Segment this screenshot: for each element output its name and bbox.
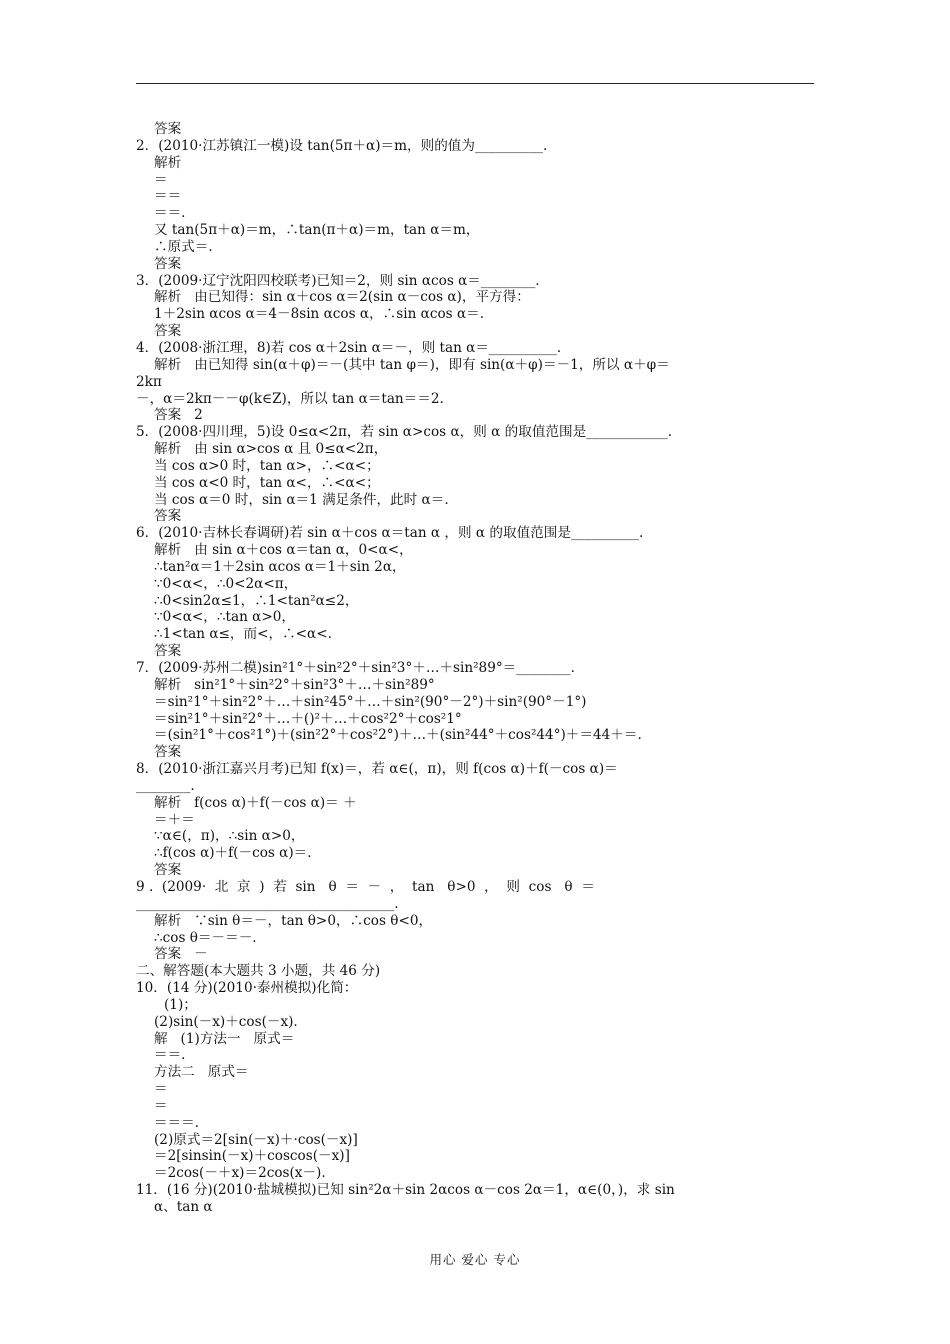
page-footer: 用心 爱心 专心 — [429, 1252, 521, 1267]
text-line: (2)sin(－x)＋cos(－x). — [154, 1013, 298, 1030]
text-line: 答案 — [154, 643, 182, 660]
text-line: ＝2cos(－＋x)＝2cos(x－). — [154, 1165, 326, 1182]
text-line: 解析 ∵sin θ＝－，tan θ>0，∴cos θ<0， — [154, 912, 433, 929]
text-line: ∴tan²α＝1＋2sin αcos α＝1＋sin 2α， — [154, 558, 406, 575]
text-line: (2)原式＝2[sin(－x)＋·cos(－x)] — [154, 1131, 358, 1148]
text-line: 2．(2010·江苏镇江一模)设 tan(5π＋α)＝m，则的值为__________. — [136, 137, 548, 154]
document-body — [136, 121, 820, 1216]
text-line: 答案 — [154, 121, 182, 137]
header-rule — [136, 83, 814, 84]
text-line: ∴1<tan α≤，而<，∴<α<. — [154, 626, 332, 643]
text-line: 当 cos α<0 时，tan α<，∴<α<； — [154, 474, 380, 491]
text-line: ＝ — [154, 171, 168, 188]
text-line: 解析 — [154, 154, 182, 171]
text-line: ＝sin²1°＋sin²2°＋…＋sin²45°＋…＋sin²(90°－2°)＋sin²(90°－1°) — [154, 693, 587, 710]
text-line: ＝＝. — [154, 1047, 186, 1064]
text-line: 当 cos α＝0 时，sin α＝1 满足条件，此时 α＝. — [154, 491, 449, 508]
text-line: 5．(2008·四川理，5)设 0≤α<2π，若 sin α>cos α，则 α 的取值范围是____________. — [136, 424, 673, 441]
text-line: 11．(16 分)(2010·盐城模拟)已知 sin²2α＋sin 2αcos α－cos 2α＝1，α∈(0，)，求 sin — [136, 1182, 675, 1199]
text-line: 1＋2sin αcos α＝4－8sin αcos α，∴sin αcos α＝. — [154, 306, 485, 323]
text-line: ＝＝ — [154, 188, 182, 205]
text-line: ＝2[sinsin(－x)＋coscos(－x)] — [154, 1148, 350, 1165]
text-line: 二、解答题(本大题共 3 小题，共 46 分) — [136, 963, 381, 980]
text-line: 当 cos α>0 时，tan α>，∴<α<； — [154, 457, 380, 474]
text-line: 答案 2 — [154, 407, 203, 424]
text-line: 答案 — [154, 862, 182, 879]
text-line: 答案 — [154, 508, 182, 525]
text-line: 解析 由已知得 sin(α＋φ)＝－(其中 tan φ＝)，即有 sin(α＋φ)＝－1，所以 α＋φ＝ — [154, 356, 670, 373]
text-line: －，α＝2kπ－－φ(k∈Z)，所以 tan α＝tan＝＝2. — [136, 390, 444, 407]
text-line: 解 (1)方法一 原式＝ — [154, 1030, 295, 1047]
text-line: ＝ — [154, 1097, 168, 1114]
text-line: (1)； — [164, 996, 197, 1013]
text-line: ∴原式＝. — [154, 238, 213, 255]
text-line: ＝＋＝ — [154, 811, 195, 828]
text-line: 解析 由 sin α＋cos α＝tan α，0<α<， — [154, 542, 413, 559]
text-line: 解析 由已知得：sin α＋cos α＝2(sin α－cos α)，平方得： — [154, 289, 530, 306]
text-line: 答案 — [154, 255, 182, 272]
text-line: ∵0<α<，∴0<2α<π， — [154, 575, 298, 592]
text-line: 3．(2009·辽宁沈阳四校联考)已知＝2，则 sin αcos α＝________. — [136, 272, 540, 289]
text-line: 解析 f(cos α)＋f(－cos α)＝ ＋ — [154, 794, 357, 811]
text-line: 解析 sin²1°＋sin²2°＋sin²3°＋…＋sin²89° — [154, 676, 435, 693]
text-line: ＝sin²1°＋sin²2°＋…＋()²＋…＋cos²2°＋cos²1° — [154, 710, 462, 727]
text-line: ＝(sin²1°＋cos²1°)＋(sin²2°＋cos²2°)＋…＋(sin²44°＋cos²44°)＋＝44＋＝. — [154, 727, 642, 744]
text-line: 答案 － — [154, 946, 208, 963]
text-line: 9 . (2009· 北 京 ) 若 sin θ ＝ － ， tan θ>0 ， 则 cos θ ＝ — [136, 878, 595, 895]
text-line: 解析 由 sin α>cos α 且 0≤α<2π， — [154, 441, 388, 458]
text-line: 答案 — [154, 323, 182, 340]
text-line: ∴cos θ＝－＝－. — [154, 929, 257, 946]
text-line: 8．(2010·浙江嘉兴月考)已知 f(x)＝，若 α∈(，π)，则 f(cos α)＋f(－cos α)＝ — [136, 761, 618, 778]
text-line: 7．(2009·苏州二模)sin²1°＋sin²2°＋sin²3°＋…＋sin²89°＝________. — [136, 660, 575, 676]
text-line: ＝＝. — [154, 205, 186, 222]
text-line: α、tan α — [154, 1199, 213, 1215]
text-line: 10．(14 分)(2010·泰州模拟)化简： — [136, 980, 358, 997]
text-line: 6．(2010·吉林长春调研)若 sin α＋cos α＝tan α ，则 α 的取值范围是__________. — [136, 525, 644, 542]
text-line: 2kπ — [136, 373, 162, 390]
text-line: ∴f(cos α)＋f(－cos α)＝. — [154, 845, 312, 862]
text-line: ＝＝＝. — [154, 1114, 200, 1131]
text-line: ＝ — [154, 1081, 168, 1098]
text-line: ∴0<sin2α≤1，∴1<tan²α≤2， — [154, 592, 359, 609]
text-line: ∵0<α<，∴tan α>0， — [154, 609, 295, 626]
text-line: ∵α∈(，π)，∴sin α>0， — [154, 828, 305, 845]
text-line: 4．(2008·浙江理，8)若 cos α＋2sin α＝－，则 tan α＝__________. — [136, 339, 562, 356]
text-line: 又 tan(5π＋α)＝m，∴tan(π＋α)＝m，tan α＝m， — [154, 222, 480, 239]
text-line: 方法二 原式＝ — [154, 1064, 249, 1081]
text-line: ________. — [136, 777, 195, 794]
text-line: ______________________________________. — [136, 895, 399, 912]
text-line: 答案 — [154, 744, 182, 761]
